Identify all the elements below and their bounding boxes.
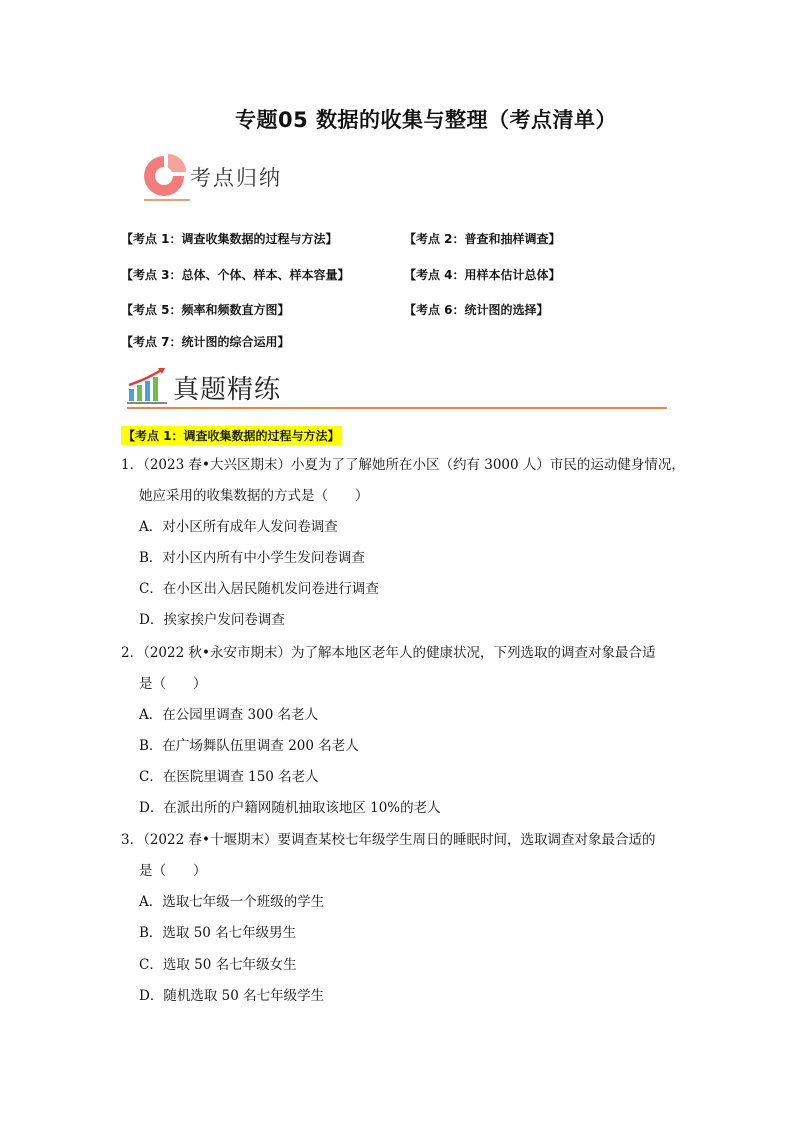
section-underline (144, 199, 190, 201)
growth-chart-icon (127, 365, 171, 405)
kaodian-item: 【考点 5：频率和频数直方图】 (121, 303, 290, 317)
pie-chart-icon (144, 152, 190, 198)
question-stem-continued: 是（ ） (139, 863, 207, 879)
option-a: A．对小区所有成年人发问卷调查 (139, 519, 338, 535)
kaodian-item: 【考点 3：总体、个体、样本、样本容量】 (121, 268, 350, 282)
question-stem-continued: 她应采用的收集数据的方式是（ ） (139, 488, 369, 504)
kaodian-item: 【考点 7：统计图的综合运用】 (121, 335, 290, 349)
kaodian-item: 【考点 2：普查和抽样调查】 (404, 232, 561, 246)
kaodian-item: 【考点 1：调查收集数据的过程与方法】 (121, 232, 338, 246)
question-stem: 2．（2022 秋•永安市期末）为了解本地区老年人的健康状况，下列选取的调查对象最合适 (121, 645, 656, 661)
section-banner-practice (127, 365, 667, 411)
page-title: 专题05 数据的收集与整理（考点清单） (234, 108, 618, 132)
option-b: B．在广场舞队伍里调查 200 名老人 (139, 738, 359, 754)
option-c: C．在小区出入居民随机发问卷进行调查 (139, 581, 379, 597)
section-banner-summary (144, 152, 304, 198)
option-c: C．在医院里调查 150 名老人 (139, 769, 319, 785)
question-stem: 1．（2023 春•大兴区期末）小夏为了了解她所在小区（约有 3000 人）市民的运动健身情况， (121, 457, 685, 473)
option-b: B．对小区内所有中小学生发问卷调查 (139, 550, 365, 566)
highlighted-topic-heading: 【考点 1：调查收集数据的过程与方法】 (121, 426, 342, 445)
option-b: B．选取 50 名七年级男生 (139, 925, 297, 941)
section-label-practice: 真题精练 (173, 375, 282, 405)
section-divider (127, 407, 667, 409)
option-c: C．选取 50 名七年级女生 (139, 957, 297, 973)
kaodian-item: 【考点 4：用样本估计总体】 (404, 268, 561, 282)
option-a: A．选取七年级一个班级的学生 (139, 894, 325, 910)
option-d: D．随机选取 50 名七年级学生 (139, 988, 325, 1004)
option-d: D．挨家挨户发问卷调查 (139, 612, 285, 628)
option-d: D．在派出所的户籍网随机抽取该地区 10%的老人 (139, 800, 441, 816)
option-a: A．在公园里调查 300 名老人 (139, 707, 319, 723)
section-label-summary: 考点归纳 (190, 166, 282, 190)
question-stem-continued: 是（ ） (139, 676, 207, 692)
question-stem: 3．（2022 春•十堰期末）要调查某校七年级学生周日的睡眠时间，选取调查对象最合适的 (121, 832, 656, 848)
kaodian-item: 【考点 6：统计图的选择】 (404, 303, 549, 317)
